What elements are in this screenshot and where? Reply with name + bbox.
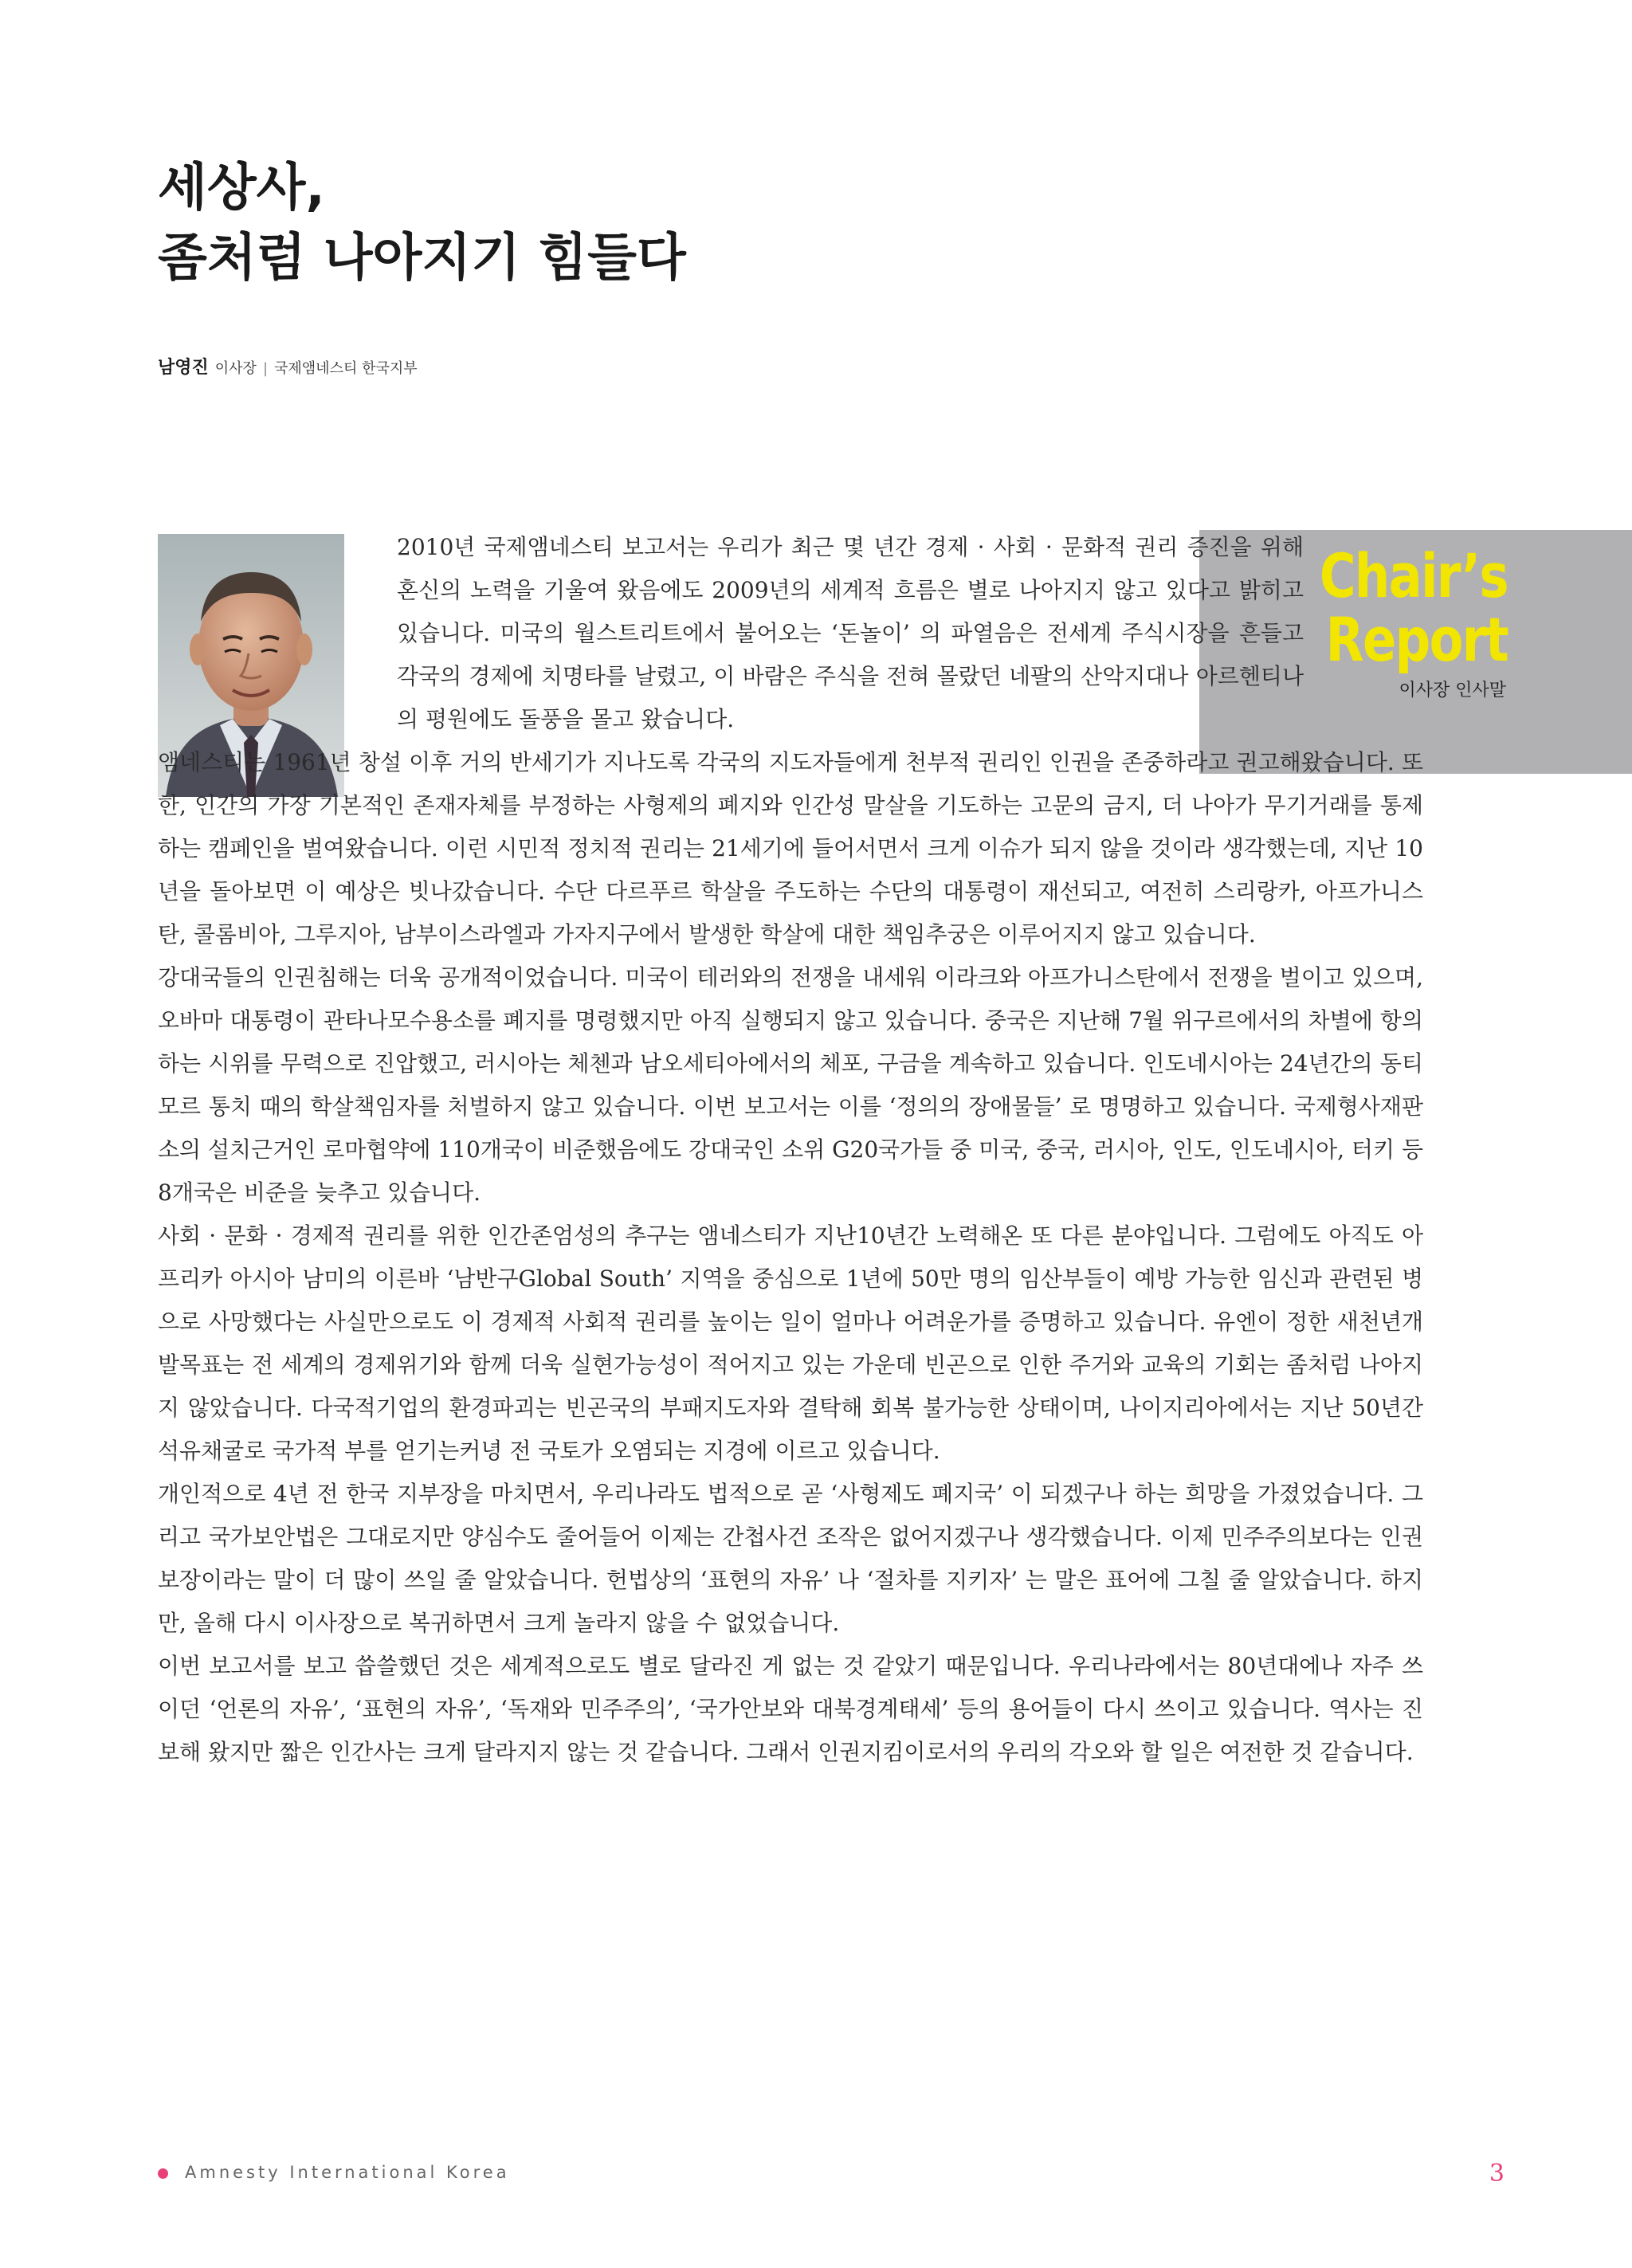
badge-title-line-2: Report [1325,604,1508,675]
paragraph: 사회 · 문화 · 경제적 권리를 위한 인간존엄성의 추구는 앰네스티가 지난10년간 노력해온 또 다른 분야입니다. 그럼에도 아직도 아프리카 아시아 남미의 이른바 ‘남반구Global South’ 지역을 중심으로 1년에 50만 명의 임산부들이 예방 가능한 임신과 관련된 병으로 사망했다는 사실만으로도 이 경제적 사회적 권리를 높이는 일이 얼마나 어려운가를 증명하고 있습니다. 유엔이 정한 새천년개발목표는 전 세계의 경제위기와 함께 더욱 실현가능성이 적어지고 있는 가운데 빈곤으로 인한 주거와 교육의 기회는 좀처럼 나아지지 않았습니다. 다국적기업의 환경파괴는 빈곤국의 부패지도자와 결탁해 회복 불가능한 상태이며, 나이지리아에서는 지난 50년간 석유채굴로 국가적 부를 얻기는커녕 전 국토가 오염되는 지경에 이르고 있습니다. [158,1222,1423,1464]
paragraph: 앰네스티는 1961년 창설 이후 거의 반세기가 지나도록 각국의 지도자들에게 천부적 권리인 인권을 존중하라고 권고해왔습니다. 또한, 인간의 가장 기본적인 존재자체를 부정하는 사형제의 폐지와 인간성 말살을 기도하는 고문의 금지, 더 나아가 무기거래를 통제하는 캠페인을 벌여왔습니다. 이런 시민적 정치적 권리는 21세기에 들어서면서 크게 이슈가 되지 않을 것이라 생각했는데, 지난 10년을 돌아보면 이 예상은 빗나갔습니다. 수단 다르푸르 학살을 주도하는 수단의 대통령이 재선되고, 여전히 스리랑카, 아프가니스탄, 콜롬비아, 그루지아, 남부이스라엘과 가자지구에서 발생한 학살에 대한 책임추궁은 이루어지지 않고 있습니다. [158,749,1423,948]
byline [158,354,418,379]
article-body [158,526,1423,1774]
paragraph: 2010년 국제앰네스티 보고서는 우리가 최근 몇 년간 경제 · 사회 · 문화적 권리 증진을 위해 혼신의 노력을 기울여 왔음에도 2009년의 세계적 흐름은 별로 나아지지 않고 있다고 밝히고 있습니다. 미국의 월스트리트에서 불어오는 ‘돈놀이’ 의 파열음은 전세계 주식시장을 흔들고 각국의 경제에 치명타를 날렸고, 이 바람은 주식을 전혀 몰랐던 네팔의 산악지대나 아르헨티나의 평원에도 돌풍을 몰고 왔습니다. [397,534,1304,732]
article-title [158,153,955,293]
author-role: 이사장 [214,360,257,377]
author-name: 남영진 [158,358,209,378]
author-org: 국제앰네스티 한국지부 [274,360,418,377]
badge-subtitle: 이사장 인사말 [1399,681,1506,700]
page-number: 3 [1489,2160,1504,2188]
title-line-1: 세상사, [158,159,325,218]
badge-title-line-1: Chair’s [1319,540,1508,611]
footer-org-name: Amnesty International Korea [185,2163,510,2182]
paragraph: 강대국들의 인권침해는 더욱 공개적이었습니다. 미국이 테러와의 전쟁을 내세워 이라크와 아프가니스탄에서 전쟁을 벌이고 있으며, 오바마 대통령이 관타나모수용소를 폐지를 명령했지만 아직 실행되지 않고 있습니다. 중국은 지난해 7월 위구르에서의 차별에 항의하는 시위를 무력으로 진압했고, 러시아는 체첸과 남오세티아에서의 체포, 구금을 계속하고 있습니다. 인도네시아는 24년간의 동티모르 통치 때의 학살책임자를 처벌하지 않고 있습니다. 이번 보고서는 이를 ‘정의의 장애물들’ 로 명명하고 있습니다. 국제형사재판소의 설치근거인 로마협약에 110개국이 비준했음에도 강대국인 소위 G20국가들 중 미국, 중국, 러시아, 인도, 인도네시아, 터키 등 8개국은 비준을 늦추고 있습니다. [158,964,1424,1206]
paragraph: 이번 보고서를 보고 씁쓸했던 것은 세계적으로도 별로 달라진 게 없는 것 같았기 때문입니다. 우리나라에서는 80년대에나 자주 쓰이던 ‘언론의 자유’, ‘표현의 자유’, ‘독재와 민주주의’, ‘국가안보와 대북경계태세’ 등의 용어들이 다시 쓰이고 있습니다. 역사는 진보해 왔지만 짧은 인간사는 크게 달라지지 않는 것 같습니다. 그래서 인권지킴이로서의 우리의 각오와 할 일은 여전한 것 같습니다. [158,1653,1423,1765]
page-footer [158,2160,1504,2188]
title-line-2: 좀처럼 나아지기 힘들다 [158,229,686,288]
byline-divider: | [262,360,269,377]
paragraph: 개인적으로 4년 전 한국 지부장을 마치면서, 우리나라도 법적으로 곧 ‘사형제도 폐지국’ 이 되겠구나 하는 희망을 가졌었습니다. 그리고 국가보안법은 그대로지만 양심수도 줄어들어 이제는 간첩사건 조작은 없어지겠구나 생각했습니다. 이제 민주주의보다는 인권보장이라는 말이 더 많이 쓰일 줄 알았습니다. 헌법상의 ‘표현의 자유’ 나 ‘절차를 지키자’ 는 말은 표어에 그칠 줄 알았습니다. 하지만, 올해 다시 이사장으로 복귀하면서 크게 놀라지 않을 수 없었습니다. [158,1481,1423,1636]
footer-bullet-icon [158,2168,168,2179]
